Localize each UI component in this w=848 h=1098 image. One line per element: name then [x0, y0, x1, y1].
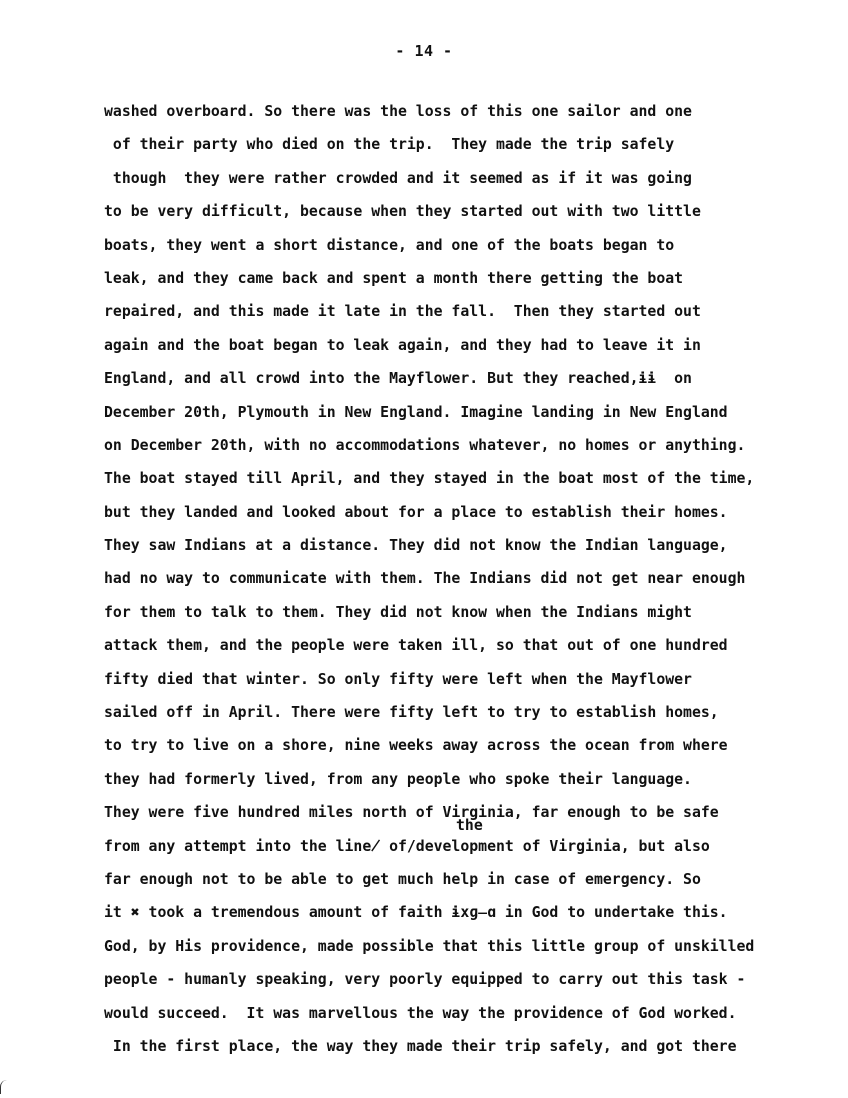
text-line: sailed off in April. There were fifty left to try to establish homes,	[104, 704, 719, 722]
interlinear-insertion: the	[456, 817, 483, 834]
text-line: to be very difficult, because when they started out with two little	[104, 203, 701, 221]
text-line: for them to talk to them. They did not know when the Indians might	[104, 603, 692, 621]
text-line: They saw Indians at a distance. They did not know the Indian language,	[104, 537, 728, 555]
text-line: December 20th, Plymouth in New England. Imagine landing in New England	[104, 403, 728, 421]
text-line: to try to live on a shore, nine weeks away across the ocean from where	[104, 737, 728, 755]
text-line: far enough not to be able to get much help in case of emergency. So	[104, 870, 701, 888]
text-line: on December 20th, with no accommodations whatever, no homes or anything.	[104, 436, 746, 454]
text-line: but they landed and looked about for a place to establish their homes.	[104, 503, 728, 521]
margin-mark	[0, 1080, 7, 1094]
text-line: from any attempt into the line̸ of/development of Virginia, but also	[104, 837, 710, 855]
text-line: it ✖ took a tremendous amount of faith ɨxɡ̶ɑ in God to undertake this.	[104, 904, 728, 922]
text-line: would succeed. It was marvellous the way the providence of God worked.	[104, 1004, 737, 1022]
text-line: they had formerly lived, from any people who spoke their language.	[104, 770, 692, 788]
text-line: God, by His providence, made possible that this little group of unskilled	[104, 937, 755, 955]
text-line: repaired, and this made it late in the fall. Then they started out	[104, 303, 701, 321]
text-line: of their party who died on the trip. They made the trip safely	[104, 136, 675, 154]
text-line: The boat stayed till April, and they stayed in the boat most of the time,	[104, 470, 755, 488]
text-line: boats, they went a short distance, and one of the boats began to	[104, 236, 675, 254]
text-line: In the first place, the way they made their trip safely, and got there	[104, 1037, 737, 1055]
body-text	[104, 98, 840, 1066]
text-line: had no way to communicate with them. The Indians did not get near enough	[104, 570, 746, 588]
text-line: again and the boat began to leak again, and they had to leave it in	[104, 336, 701, 354]
text-line: washed overboard. So there was the loss of this one sailor and one	[104, 103, 692, 120]
text-line: people - humanly speaking, very poorly equipped to carry out this task -	[104, 971, 746, 989]
text-line: fifty died that winter. So only fifty were left when the Mayflower	[104, 670, 692, 688]
text-line: They were five hundred miles north of Virginia, far enough to be safe	[104, 804, 719, 822]
text-line: though they were rather crowded and it seemed as if it was going	[104, 169, 692, 187]
text-line: England, and all crowd into the Mayflower. But they reached,ɨɨ on	[104, 370, 692, 388]
page-number: - 14 -	[395, 42, 453, 60]
text-line: attack them, and the people were taken ill, so that out of one hundred	[104, 637, 728, 655]
text-line: leak, and they came back and spent a month there getting the boat	[104, 269, 684, 287]
